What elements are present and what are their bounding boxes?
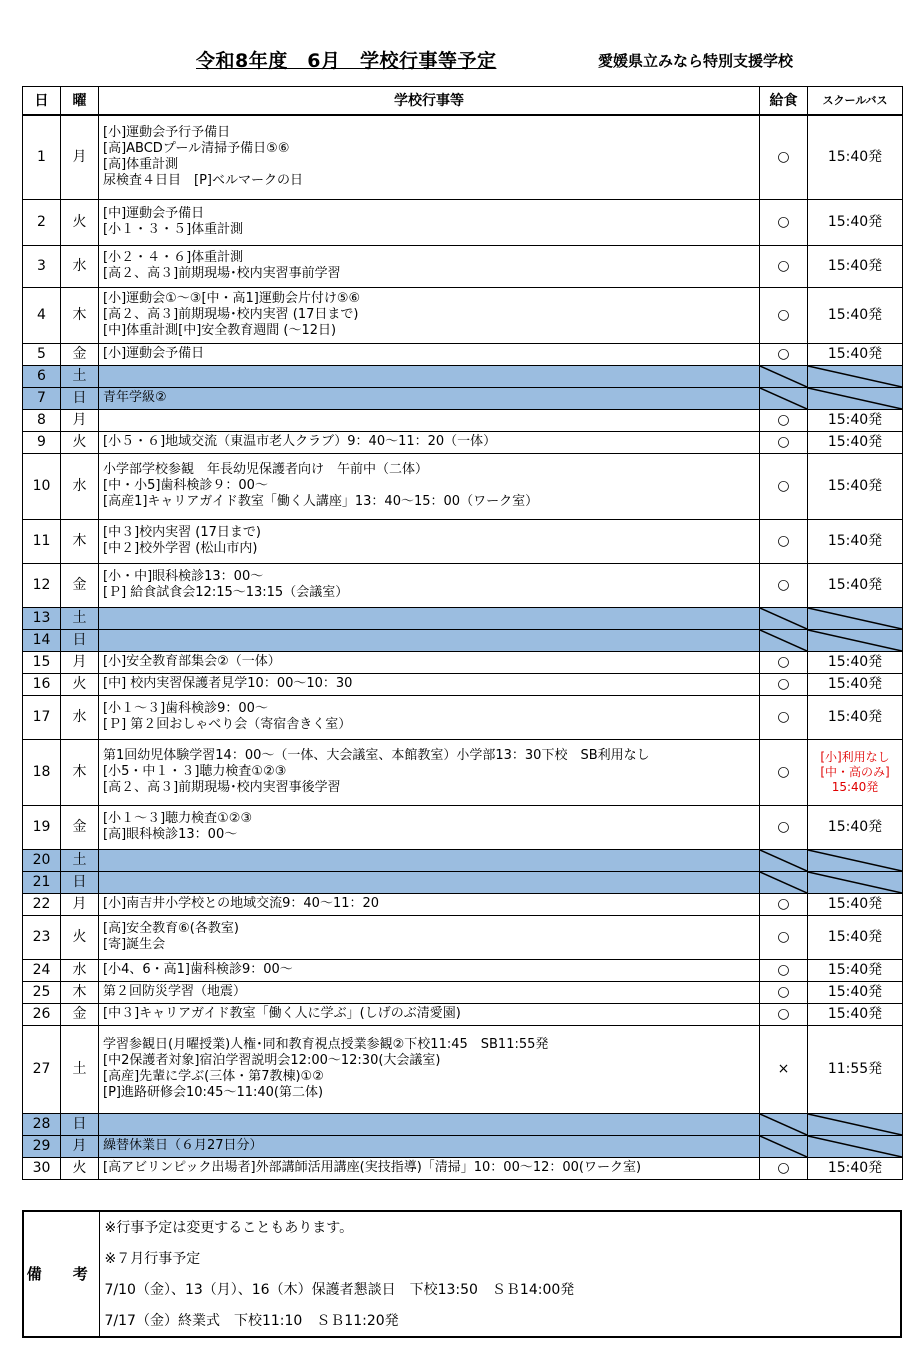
events-cell: [小２・４・６]体重計測 [高２、高３]前期現場･校内実習事前学習 (99, 245, 760, 287)
day-cell: 24 (23, 959, 61, 981)
lunch-cell-empty (760, 849, 808, 871)
header-school-bus: スクールバス (808, 87, 903, 116)
lunch-cell: ○ (760, 453, 808, 519)
day-cell: 14 (23, 629, 61, 651)
weekday-cell: 日 (61, 1113, 99, 1135)
day-cell: 5 (23, 343, 61, 365)
day-cell: 7 (23, 387, 61, 409)
weekday-cell: 金 (61, 805, 99, 849)
schedule-row (23, 115, 903, 199)
bus-cell: 15:40発 (808, 287, 903, 343)
events-cell: 学習参観日(月曜授業)人権･同和教育視点授業参観②下校11:45 SB11:55発 [中2保護者対象]宿泊学習説明会12:00～12:30(大会議室) [高産]先輩に学ぶ(三体・第7教棟)①② [P]進路研修会10:45～11:40(第二体) (99, 1025, 760, 1113)
weekday-cell: 月 (61, 409, 99, 431)
bus-cell: 15:40発 (808, 115, 903, 199)
weekday-cell: 日 (61, 629, 99, 651)
header-lunch: 給食 (760, 87, 808, 116)
lunch-cell-empty (760, 1113, 808, 1135)
events-cell: [小]運動会予備日 (99, 343, 760, 365)
note-line: ※行事予定は変更することもあります。 (99, 1211, 901, 1243)
bus-cell-empty (808, 629, 903, 651)
bus-cell: 15:40発 (808, 431, 903, 453)
events-cell (99, 365, 760, 387)
bus-cell: 15:40発 (808, 519, 903, 563)
bus-cell: 15:40発 (808, 805, 903, 849)
events-cell: 第２回防災学習（地震） (99, 981, 760, 1003)
weekday-cell: 金 (61, 343, 99, 365)
lunch-cell: ○ (760, 893, 808, 915)
bus-cell: 15:40発 (808, 893, 903, 915)
lunch-cell-empty (760, 1135, 808, 1157)
schedule-row (23, 1157, 903, 1179)
bus-cell: 11:55発 (808, 1025, 903, 1113)
schedule-row (23, 343, 903, 365)
weekday-cell: 月 (61, 893, 99, 915)
bus-cell: 15:40発 (808, 959, 903, 981)
day-cell: 12 (23, 563, 61, 607)
events-cell (99, 607, 760, 629)
events-cell: 青年学級② (99, 387, 760, 409)
bus-cell: 15:40発 (808, 453, 903, 519)
schedule-row (23, 915, 903, 959)
day-cell: 11 (23, 519, 61, 563)
bus-cell: 15:40発 (808, 981, 903, 1003)
schedule-row (23, 409, 903, 431)
lunch-cell: ○ (760, 287, 808, 343)
school-name: 愛媛県立みなら特別支援学校 (598, 52, 794, 70)
schedule-row (23, 563, 903, 607)
bus-cell: 15:40発 (808, 915, 903, 959)
schedule-row (23, 959, 903, 981)
bus-cell-empty (808, 1135, 903, 1157)
schedule-row (23, 739, 903, 805)
day-cell: 21 (23, 871, 61, 893)
lunch-cell: ○ (760, 431, 808, 453)
day-cell: 6 (23, 365, 61, 387)
lunch-cell: ○ (760, 673, 808, 695)
events-cell: [高]安全教育⑥(各教室) [寄]誕生会 (99, 915, 760, 959)
bus-cell: 15:40発 (808, 1157, 903, 1179)
lunch-cell: ○ (760, 1157, 808, 1179)
weekday-cell: 水 (61, 959, 99, 981)
schedule-row (23, 695, 903, 739)
schedule-row (23, 651, 903, 673)
day-cell: 23 (23, 915, 61, 959)
schedule-row (23, 607, 903, 629)
day-cell: 22 (23, 893, 61, 915)
schedule-row (23, 893, 903, 915)
events-cell: [小4、6・高1]歯科検診9：00～ (99, 959, 760, 981)
day-cell: 30 (23, 1157, 61, 1179)
weekday-cell: 火 (61, 431, 99, 453)
header-events: 学校行事等 (99, 87, 760, 116)
schedule-table (22, 86, 903, 1180)
events-cell (99, 1113, 760, 1135)
bus-cell: 15:40発 (808, 245, 903, 287)
events-cell: 繰替休業日（６月27日分） (99, 1135, 760, 1157)
weekday-cell: 土 (61, 849, 99, 871)
weekday-cell: 火 (61, 673, 99, 695)
events-cell: [中]運動会予備日 [小１・３・５]体重計測 (99, 199, 760, 245)
events-cell (99, 849, 760, 871)
events-cell: [小５・６]地域交流（東温市老人クラブ）9：40～11：20（一体） (99, 431, 760, 453)
schedule-row (23, 805, 903, 849)
header-weekday: 曜 (61, 87, 99, 116)
schedule-row (23, 387, 903, 409)
lunch-cell: ○ (760, 409, 808, 431)
day-cell: 13 (23, 607, 61, 629)
events-cell: [高アビリンピック出場者]外部講師活用講座(実技指導)「清掃」10：00～12：00(ワーク室) (99, 1157, 760, 1179)
lunch-cell: ○ (760, 981, 808, 1003)
lunch-cell-empty (760, 607, 808, 629)
events-cell: [小１～３]聴力検査①②③ [高]眼科検診13：00～ (99, 805, 760, 849)
lunch-cell: ○ (760, 199, 808, 245)
note-line: 7/17（金）終業式 下校11:10 ＳＢ11:20発 (99, 1305, 901, 1337)
schedule-row (23, 365, 903, 387)
lunch-cell: ○ (760, 245, 808, 287)
lunch-cell: ○ (760, 1003, 808, 1025)
schedule-row (23, 673, 903, 695)
schedule-row (23, 245, 903, 287)
bus-cell-empty (808, 365, 903, 387)
page-title: 令和8年度 6月 学校行事等予定 (196, 50, 497, 72)
weekday-cell: 木 (61, 981, 99, 1003)
weekday-cell: 火 (61, 1157, 99, 1179)
lunch-cell: ○ (760, 739, 808, 805)
weekday-cell: 月 (61, 1135, 99, 1157)
lunch-cell-empty (760, 365, 808, 387)
weekday-cell: 金 (61, 1003, 99, 1025)
lunch-cell-empty (760, 629, 808, 651)
day-cell: 25 (23, 981, 61, 1003)
events-cell: 第1回幼児体験学習14：00～（一体、大会議室、本館教室）小学部13：30下校 SB利用なし [小5・中１・３]聴力検査①②③ [高２、高３]前期現場･校内実習事後学習 (99, 739, 760, 805)
schedule-row (23, 1003, 903, 1025)
lunch-cell: ○ (760, 563, 808, 607)
day-cell: 29 (23, 1135, 61, 1157)
day-cell: 4 (23, 287, 61, 343)
events-cell: [小１～３]歯科検診9：00～ [Ｐ] 第２回おしゃべり会（寄宿舎きく室） (99, 695, 760, 739)
events-cell (99, 409, 760, 431)
notes-table (22, 1210, 902, 1338)
schedule-header-row (23, 87, 903, 116)
weekday-cell: 土 (61, 365, 99, 387)
note-line: 7/10（金）、13（月）、16（木）保護者懇談日 下校13:50 ＳＢ14:00発 (99, 1274, 901, 1305)
schedule-row (23, 287, 903, 343)
day-cell: 1 (23, 115, 61, 199)
day-cell: 3 (23, 245, 61, 287)
schedule-row (23, 871, 903, 893)
events-cell (99, 629, 760, 651)
events-cell: [小]安全教育部集会②（一体） (99, 651, 760, 673)
note-line: ※７月行事予定 (99, 1243, 901, 1274)
day-cell: 10 (23, 453, 61, 519)
weekday-cell: 月 (61, 651, 99, 673)
day-cell: 9 (23, 431, 61, 453)
schedule-row (23, 199, 903, 245)
day-cell: 2 (23, 199, 61, 245)
day-cell: 20 (23, 849, 61, 871)
events-cell: [中] 校内実習保護者見学10：00～10：30 (99, 673, 760, 695)
lunch-cell: ○ (760, 915, 808, 959)
bus-cell-empty (808, 849, 903, 871)
lunch-cell-empty (760, 871, 808, 893)
events-cell (99, 871, 760, 893)
bus-cell: 15:40発 (808, 673, 903, 695)
events-cell: [小]運動会①～③[中・高1]運動会片付け⑤⑥ [高２、高３]前期現場･校内実習 (17日まで) [中]体重計測[中]安全教育週間 (～12日) (99, 287, 760, 343)
lunch-cell: ○ (760, 805, 808, 849)
notes-label: 備 考 (23, 1211, 99, 1337)
bus-cell-empty (808, 387, 903, 409)
day-cell: 15 (23, 651, 61, 673)
day-cell: 17 (23, 695, 61, 739)
weekday-cell: 水 (61, 453, 99, 519)
schedule-row (23, 1113, 903, 1135)
header-day: 日 (23, 87, 61, 116)
lunch-cell: ○ (760, 651, 808, 673)
events-cell: [小・中]眼科検診13：00～ [Ｐ] 給食試食会12:15～13:15（会議室） (99, 563, 760, 607)
weekday-cell: 水 (61, 245, 99, 287)
weekday-cell: 土 (61, 607, 99, 629)
bus-cell-empty (808, 871, 903, 893)
weekday-cell: 土 (61, 1025, 99, 1113)
day-cell: 27 (23, 1025, 61, 1113)
lunch-cell: × (760, 1025, 808, 1113)
day-cell: 8 (23, 409, 61, 431)
lunch-cell: ○ (760, 959, 808, 981)
day-cell: 26 (23, 1003, 61, 1025)
events-cell: [中３]キャリアガイド教室「働く人に学ぶ」(しげのぶ清愛園) (99, 1003, 760, 1025)
lunch-cell: ○ (760, 695, 808, 739)
day-cell: 19 (23, 805, 61, 849)
events-cell: [小]運動会予行予備日 [高]ABCDプール清掃予備日⑤⑥ [高]体重計測 尿検査４日目 [P]ベルマークの日 (99, 115, 760, 199)
bus-cell: 15:40発 (808, 343, 903, 365)
schedule-row (23, 629, 903, 651)
schedule-row (23, 1025, 903, 1113)
day-cell: 28 (23, 1113, 61, 1135)
events-cell: [中３]校内実習 (17日まで) [中２]校外学習 (松山市内) (99, 519, 760, 563)
schedule-row (23, 519, 903, 563)
bus-cell: 15:40発 (808, 199, 903, 245)
schedule-row (23, 849, 903, 871)
weekday-cell: 月 (61, 115, 99, 199)
lunch-cell: ○ (760, 343, 808, 365)
weekday-cell: 日 (61, 387, 99, 409)
weekday-cell: 日 (61, 871, 99, 893)
lunch-cell: ○ (760, 115, 808, 199)
weekday-cell: 木 (61, 519, 99, 563)
bus-cell: 15:40発 (808, 1003, 903, 1025)
events-cell: 小学部学校参観 年長幼児保護者向け 午前中（二体） [中・小5]歯科検診９：00～ [高産1]キャリアガイド教室「働く人講座」13：40～15：00（ワーク室） (99, 453, 760, 519)
weekday-cell: 金 (61, 563, 99, 607)
weekday-cell: 木 (61, 739, 99, 805)
lunch-cell: ○ (760, 519, 808, 563)
weekday-cell: 火 (61, 915, 99, 959)
bus-cell-empty (808, 607, 903, 629)
lunch-cell-empty (760, 387, 808, 409)
bus-cell: 15:40発 (808, 409, 903, 431)
bus-cell: 15:40発 (808, 563, 903, 607)
events-cell: [小]南吉井小学校との地域交流9：40～11：20 (99, 893, 760, 915)
schedule-body (23, 115, 903, 1179)
bus-cell: [小]利用なし [中・高のみ] 15:40発 (808, 739, 903, 805)
schedule-row (23, 981, 903, 1003)
schedule-row (23, 453, 903, 519)
bus-cell-empty (808, 1113, 903, 1135)
page-header (0, 44, 924, 74)
day-cell: 18 (23, 739, 61, 805)
weekday-cell: 水 (61, 695, 99, 739)
bus-cell: 15:40発 (808, 695, 903, 739)
schedule-row (23, 1135, 903, 1157)
weekday-cell: 火 (61, 199, 99, 245)
day-cell: 16 (23, 673, 61, 695)
schedule-row (23, 431, 903, 453)
bus-cell: 15:40発 (808, 651, 903, 673)
weekday-cell: 木 (61, 287, 99, 343)
